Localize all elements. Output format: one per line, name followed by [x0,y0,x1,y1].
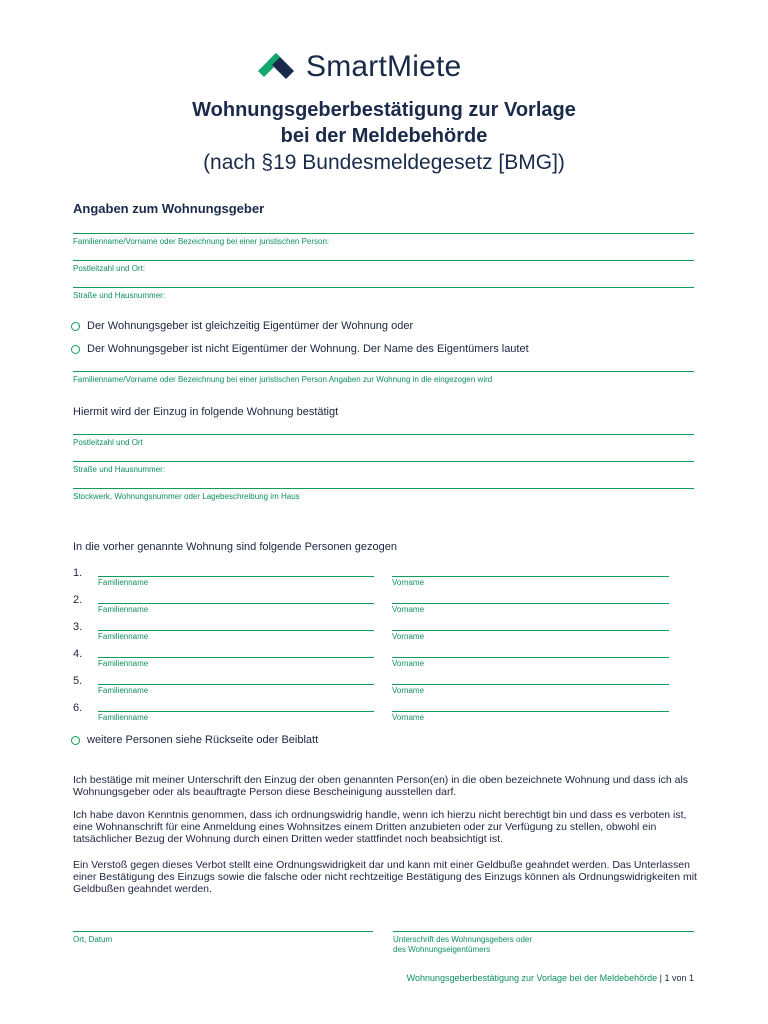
person-lastname-label: Familienname [98,713,149,722]
landlord-zip-label: Postleitzahl und Ort: [73,264,146,273]
owner-option-label: Der Wohnungsgeber ist gleichzeitig Eigentümer der Wohnung oder [87,320,414,332]
person-lastname-line[interactable] [98,576,374,577]
landlord-street-line[interactable] [73,287,694,288]
apartment-zip-line[interactable] [73,434,694,435]
more-persons-option[interactable] [71,734,318,746]
person-number: 4. [73,648,83,660]
owner-option[interactable] [71,320,413,332]
person-number: 3. [73,621,83,633]
more-persons-label: weitere Personen siehe Rückseite oder Beiblatt [87,734,319,746]
landlord-street-label: Straße und Hausnummer: [73,291,166,300]
person-firstname-line[interactable] [392,711,669,712]
person-lastname-label: Familienname [98,578,149,587]
person-number: 2. [73,594,83,606]
brand-logo [256,50,461,84]
apartment-street-label: Straße und Hausnummer: [73,465,166,474]
person-firstname-line[interactable] [392,576,669,577]
person-lastname-line[interactable] [98,657,374,658]
page-title-line1: Wohnungsgeberbestätigung zur Vorlage [192,99,576,121]
page-title-line2: bei der Meldebehörde [280,125,488,147]
person-firstname-label: Vorname [392,659,425,668]
signature-label-line1: Unterschrift des Wohnungsgebers oder [393,935,533,944]
apartment-heading: Hiermit wird der Einzug in folgende Wohnung bestätigt [73,406,339,418]
owner-name-line[interactable] [73,371,694,372]
person-firstname-line[interactable] [392,630,669,631]
not-owner-option-label: Der Wohnungsgeber ist nicht Eigentümer der Wohnung. Der Name des Eigentümers lautet [87,343,529,355]
signature-label-line2: des Wohnungseigentümers [393,945,491,954]
smartmiete-logo-icon [256,53,296,81]
person-lastname-label: Familienname [98,659,149,668]
person-number: 1. [73,567,83,579]
person-lastname-line[interactable] [98,630,374,631]
person-lastname-line[interactable] [98,684,374,685]
not-owner-radio[interactable] [71,345,80,354]
person-firstname-line[interactable] [392,657,669,658]
place-date-line[interactable] [73,931,373,932]
declaration-paragraph-2: Ich habe davon Kenntnis genommen, dass ich ordnungswidrig handle, wenn ich hierzu nicht berechtigt bin und dass es verboten ist, eine Wohnanschrift für eine Anmeldung eines Wohnsitzes einem Dritten anzubieten oder zur Verfügung zu stellen, obwohl ein tatsächlicher Bezug der Wohnung durch einen Dritten weder stattfindet noch beabsichtigt ist. [73,809,687,845]
person-lastname-line[interactable] [98,711,374,712]
landlord-heading: Angaben zum Wohnungsgeber [73,201,265,216]
declaration-paragraph-1: Ich bestätige mit meiner Unterschrift den Einzug der oben genannten Person(en) in die oben bezeichnete Wohnung und dass ich als Wohnungsgeber oder als beauftragte Person diese Bescheinigung ausstellen darf. [73,774,689,798]
more-persons-radio[interactable] [71,736,80,745]
declaration-paragraph-3: Ein Verstoß gegen dieses Verbot stellt eine Ordnungswidrigkeit dar und kann mit einer Geldbuße geahndet werden. Das Unterlassen einer Bestätigung des Einzugs sowie die falsche oder nicht rechtzeitige Bestätigung des Einzugs können als Ordnungswidrigkeiten mit Geldbußen geahndet werden. [73,859,697,895]
apartment-floor-label: Stockwerk, Wohnungsnummer oder Lagebeschreibung im Haus [73,492,300,501]
apartment-zip-label: Postleitzahl und Ort [73,438,143,447]
person-number: 6. [73,702,83,714]
owner-name-label: Familienname/Vorname oder Bezeichnung bei einer juristischen Person Angaben zur Wohnung in die eingezogen wird [73,375,493,384]
person-firstname-line[interactable] [392,684,669,685]
person-firstname-label: Vorname [392,605,425,614]
landlord-name-line[interactable] [73,233,694,234]
apartment-floor-line[interactable] [73,488,694,489]
place-date-label: Ort, Datum [73,935,113,944]
footer-doc-title: Wohnungsgeberbestätigung zur Vorlage bei der Meldebehörde [406,973,658,983]
person-firstname-label: Vorname [392,632,425,641]
person-lastname-label: Familienname [98,632,149,641]
apartment-street-line[interactable] [73,461,694,462]
persons-heading: In die vorher genannte Wohnung sind folgende Personen gezogen [73,541,397,553]
person-firstname-label: Vorname [392,578,425,587]
person-firstname-label: Vorname [392,713,425,722]
page-footer [407,973,694,983]
page-subtitle: (nach §19 Bundesmeldegesetz [BMG]) [203,151,565,174]
owner-radio[interactable] [71,322,80,331]
person-lastname-line[interactable] [98,603,374,604]
not-owner-option[interactable] [71,343,529,355]
person-lastname-label: Familienname [98,686,149,695]
landlord-zip-line[interactable] [73,260,694,261]
signature-line[interactable] [393,931,694,932]
brand-name: SmartMiete [306,50,462,83]
person-firstname-label: Vorname [392,686,425,695]
person-number: 5. [73,675,83,687]
footer-page-number: | 1 von 1 [657,973,694,983]
person-lastname-label: Familienname [98,605,149,614]
landlord-name-label: Familienname/Vorname oder Bezeichnung bei einer juristischen Person: [73,237,330,246]
person-firstname-line[interactable] [392,603,669,604]
